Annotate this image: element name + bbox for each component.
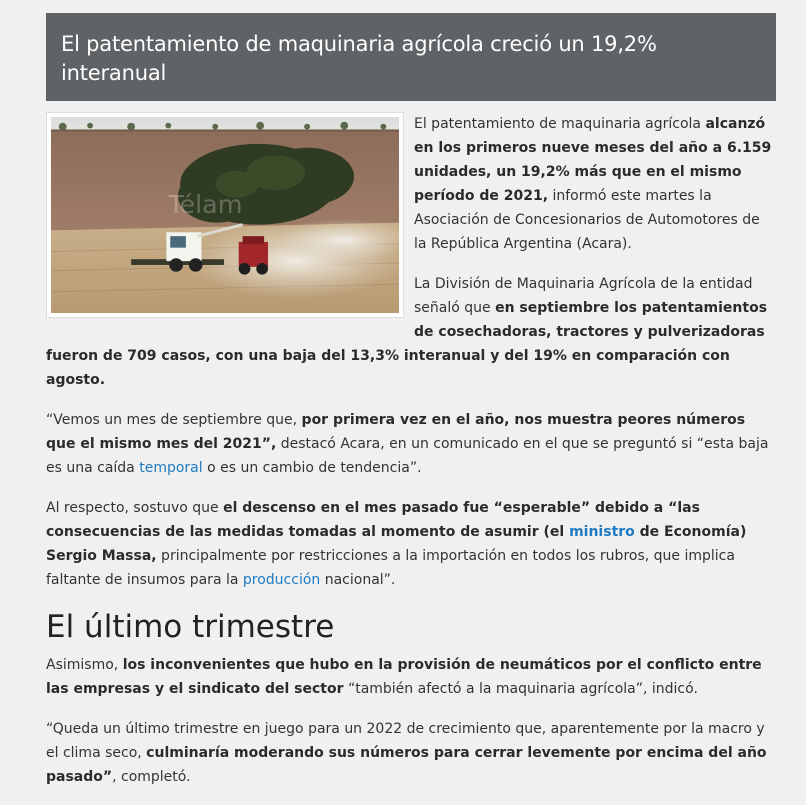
bold-text: en septiembre los patentamientos de cosechadoras, tractores y pulverizadoras fueron de 709 casos, con una baja del 13,3% interanual y del 19% en comparación con agosto.: [46, 300, 768, 388]
text: o es un cambio de tendencia”.: [202, 460, 422, 476]
harvest-photo: [51, 117, 399, 313]
bold-text: por primera vez en el año, nos muestra peores números que el mismo mes del 2021”,: [46, 412, 746, 452]
text: nacional”.: [320, 572, 396, 588]
text: Al respecto, sostuvo que: [46, 500, 224, 516]
text: “Vemos un mes de septiembre que,: [46, 412, 302, 428]
text: , completó.: [112, 769, 191, 785]
text: La División de Maquinaria Agrícola de la entidad señaló que: [414, 276, 753, 316]
link-produccion[interactable]: producción: [242, 572, 321, 588]
paragraph-4: [46, 496, 776, 592]
text: informó este martes la Asociación de Concesionarios de Automotores de la República Argentina (Acara).: [414, 188, 760, 252]
text: “también afectó a la maquinaria agrícola”, indicó.: [343, 681, 698, 697]
link-temporal[interactable]: temporal: [139, 460, 203, 476]
article-title: El patentamiento de maquinaria agrícola creció un 19,2% interanual: [61, 32, 657, 85]
article: [46, 13, 776, 805]
bold-text: alcanzó en los primeros nueve meses del año a 6.159 unidades, un 19,2% más que en el mismo período de 2021,: [414, 116, 772, 204]
paragraph-3: [46, 408, 776, 480]
text: destacó Acara, en un comunicado en el que se preguntó si “esta baja es una caída: [46, 436, 769, 476]
bold-text-part: el descenso en el mes pasado fue “esperable” debido a “las consecuencias de las medidas tomadas al momento de asumir (el: [46, 500, 700, 540]
link-ministro[interactable]: ministro: [569, 524, 635, 540]
bold-text: culminaría moderando sus números para cerrar levemente por encima del año pasado”: [46, 745, 767, 785]
photo-watermark: Télam: [168, 190, 243, 220]
article-body: [46, 101, 776, 789]
title-banner: [46, 13, 776, 101]
paragraph-5: [46, 653, 776, 701]
paragraph-6: [46, 717, 776, 789]
text: El patentamiento de maquinaria agrícola: [414, 116, 706, 132]
bold-text-part: de Economía) Sergio Massa,: [46, 524, 747, 564]
text: principalmente por restricciones a la importación en todos los rubros, que implica faltante de insumos para la: [46, 548, 735, 588]
bold-text: los inconvenientes que hubo en la provisión de neumáticos por el conflicto entre las empresas y el sindicato del sector: [46, 657, 762, 697]
text: “Queda un último trimestre en juego para un 2022 de crecimiento que, aparentemente por la macro y el clima seco,: [46, 721, 765, 761]
article-photo[interactable]: [46, 112, 404, 318]
text: Asimismo,: [46, 657, 123, 673]
section-heading: El último trimestre: [46, 609, 335, 645]
